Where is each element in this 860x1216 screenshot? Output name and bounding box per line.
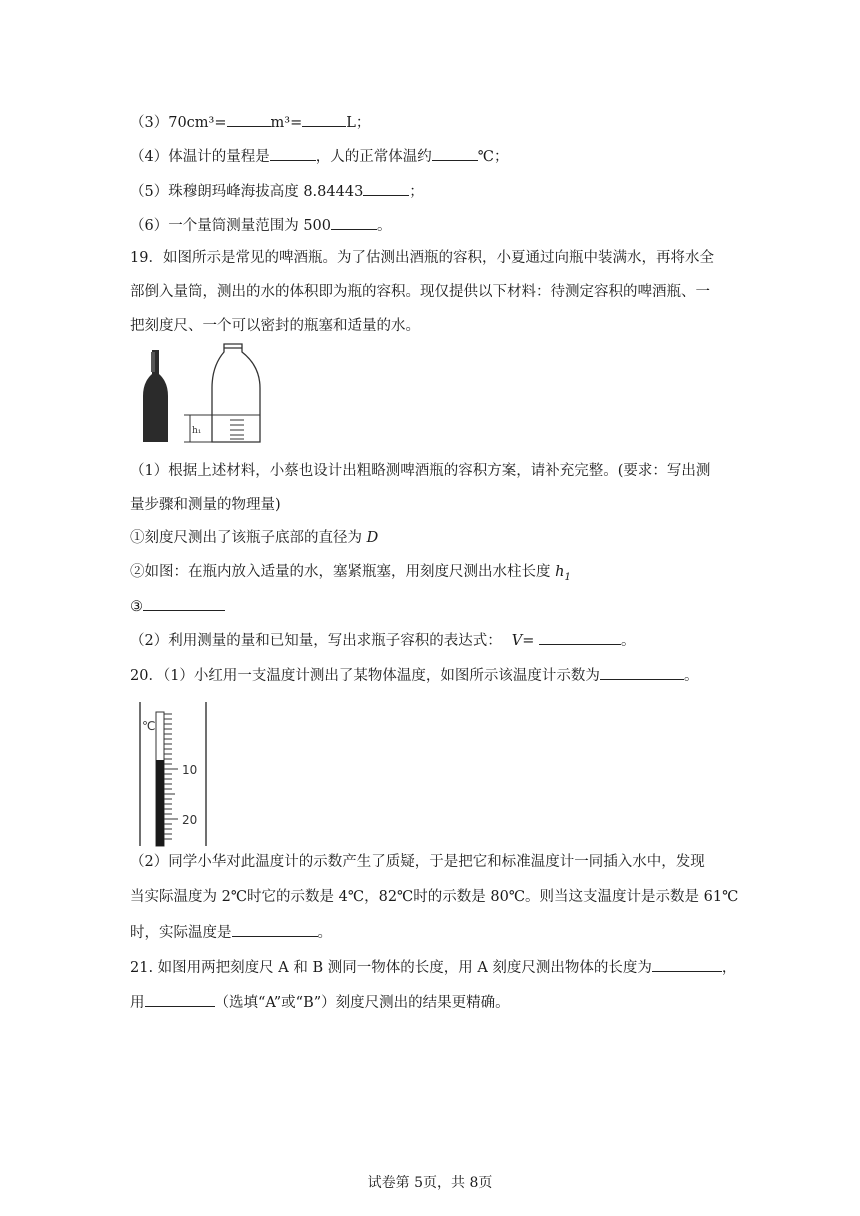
measuring-bottle — [212, 344, 260, 442]
q19-step1 — [130, 528, 378, 548]
q18-item3-lead: （3）70cm³= — [130, 115, 227, 131]
q19-part2-var: V — [511, 633, 523, 649]
answer-blank[interactable] — [363, 181, 409, 196]
q19-step2-text: ②如图：在瓶内放入适量的水，塞紧瓶塞，用刻度尺测出水柱长度 — [130, 564, 556, 580]
q18-item5-lead: （5）珠穆朗玛峰海拔高度 8.84443 — [130, 184, 364, 200]
water-surface — [212, 415, 260, 439]
q18-item6-tail: 。 — [377, 218, 392, 234]
page-footer: 试卷第 5页，共 8页 — [367, 1175, 493, 1191]
height-label: h₁ — [192, 426, 202, 436]
q20-part2-line3 — [130, 922, 332, 943]
q19-step2-sub: 1 — [564, 571, 571, 583]
q18-item3-mid: m³= — [270, 115, 303, 131]
beer-bottle-image — [143, 350, 168, 442]
q20-part1 — [130, 665, 698, 686]
q19-stem-line2: 部倒入量筒，测出的水的体积即为瓶的容积。现仅提供以下材料：待测定容积的啤酒瓶、一 — [130, 284, 710, 300]
q21-line1-tail: ， — [721, 960, 737, 976]
q19-part1-line2: 量步骤和测量的物理量) — [130, 497, 281, 513]
q21-line1 — [130, 957, 736, 978]
thermometer-tick-20: 20 — [182, 813, 198, 827]
thermometer-liquid — [156, 760, 164, 846]
q20-part2-line2: 当实际温度为 2℃时它的示数是 4℃，82℃时的示数是 80℃。则当这支温度计是示数是 61℃ — [130, 889, 739, 905]
q20-part2-line3-text: 时，实际温度是 — [130, 925, 232, 941]
q18-item4-tail: ℃； — [477, 149, 509, 165]
answer-blank[interactable] — [432, 146, 478, 161]
q21-line2-tail: （选填“A”或“B”）刻度尺测出的结果更精确。 — [214, 995, 510, 1011]
q19-step1-var: D — [366, 530, 379, 546]
q19-part1-line1: （1）根据上述材料，小蔡也设计出粗略测啤酒瓶的容积方案，请补充完整。(要求：写出测 — [130, 463, 711, 479]
answer-blank[interactable] — [600, 665, 684, 680]
q19-part2-text: （2）利用测量的量和已知量，写出求瓶子容积的表达式： — [130, 633, 502, 649]
answer-blank[interactable] — [331, 215, 377, 230]
q19-step1-text: ①刻度尺测出了该瓶子底部的直径为 — [130, 530, 367, 546]
answer-blank[interactable] — [232, 922, 318, 937]
q18-item3 — [130, 112, 370, 133]
thermometer-figure — [134, 700, 214, 848]
q19-step2 — [130, 562, 571, 588]
beer-bottle-figure — [134, 340, 264, 446]
q19-stem-line1: 19．如图所示是常见的啤酒瓶。为了估测出酒瓶的容积，小夏通过向瓶中装满水，再将水全 — [130, 250, 714, 266]
q20-part1-tail: 。 — [683, 668, 699, 684]
q18-item4-lead: （4）体温计的量程是 — [130, 149, 270, 165]
q18-item5 — [130, 181, 424, 202]
q19-step2-var: h — [555, 564, 565, 580]
thermometer-unit: ℃ — [142, 719, 156, 733]
q20-part2-line3-tail: 。 — [317, 925, 332, 941]
q18-item6-lead: （6）一个量筒测量范围为 500 — [130, 218, 332, 234]
q18-item5-tail: ； — [409, 184, 424, 200]
thermometer-tick-10: 10 — [182, 763, 198, 777]
answer-blank[interactable] — [652, 957, 722, 972]
q18-item4 — [130, 146, 508, 167]
q21-line2 — [130, 992, 510, 1013]
answer-blank[interactable] — [539, 630, 621, 645]
answer-blank[interactable] — [145, 992, 215, 1007]
answer-blank[interactable] — [270, 146, 316, 161]
q20-part1-text: 20．（1）小红用一支温度计测出了某物体温度，如图所示该温度计示数为 — [130, 668, 600, 684]
q19-part2-tail: 。 — [620, 633, 636, 649]
answer-blank[interactable] — [302, 112, 346, 127]
answer-blank[interactable] — [143, 596, 225, 611]
q18-item3-tail: L； — [346, 115, 371, 131]
q21-line2-lead: 用 — [130, 995, 145, 1011]
q19-part2 — [130, 630, 635, 651]
thermometer-scale — [164, 714, 178, 839]
q18-item6 — [130, 215, 392, 236]
q21-line1-text: 21. 如图用两把刻度尺 A 和 B 测同一物体的长度，用 A 刻度尺测出物体的长度为 — [130, 960, 652, 976]
q19-part2-eq: = — [522, 633, 539, 649]
q20-part2-line1: （2）同学小华对此温度计的示数产生了质疑，于是把它和标准温度计一同插入水中，发现 — [130, 854, 705, 870]
q19-step3-text: ③ — [130, 599, 143, 615]
q18-item4-mid: ，人的正常体温约 — [315, 149, 432, 165]
q19-stem-line3: 把刻度尺、一个可以密封的瓶塞和适量的水。 — [130, 318, 420, 334]
q19-step3 — [130, 596, 225, 617]
answer-blank[interactable] — [227, 112, 271, 127]
